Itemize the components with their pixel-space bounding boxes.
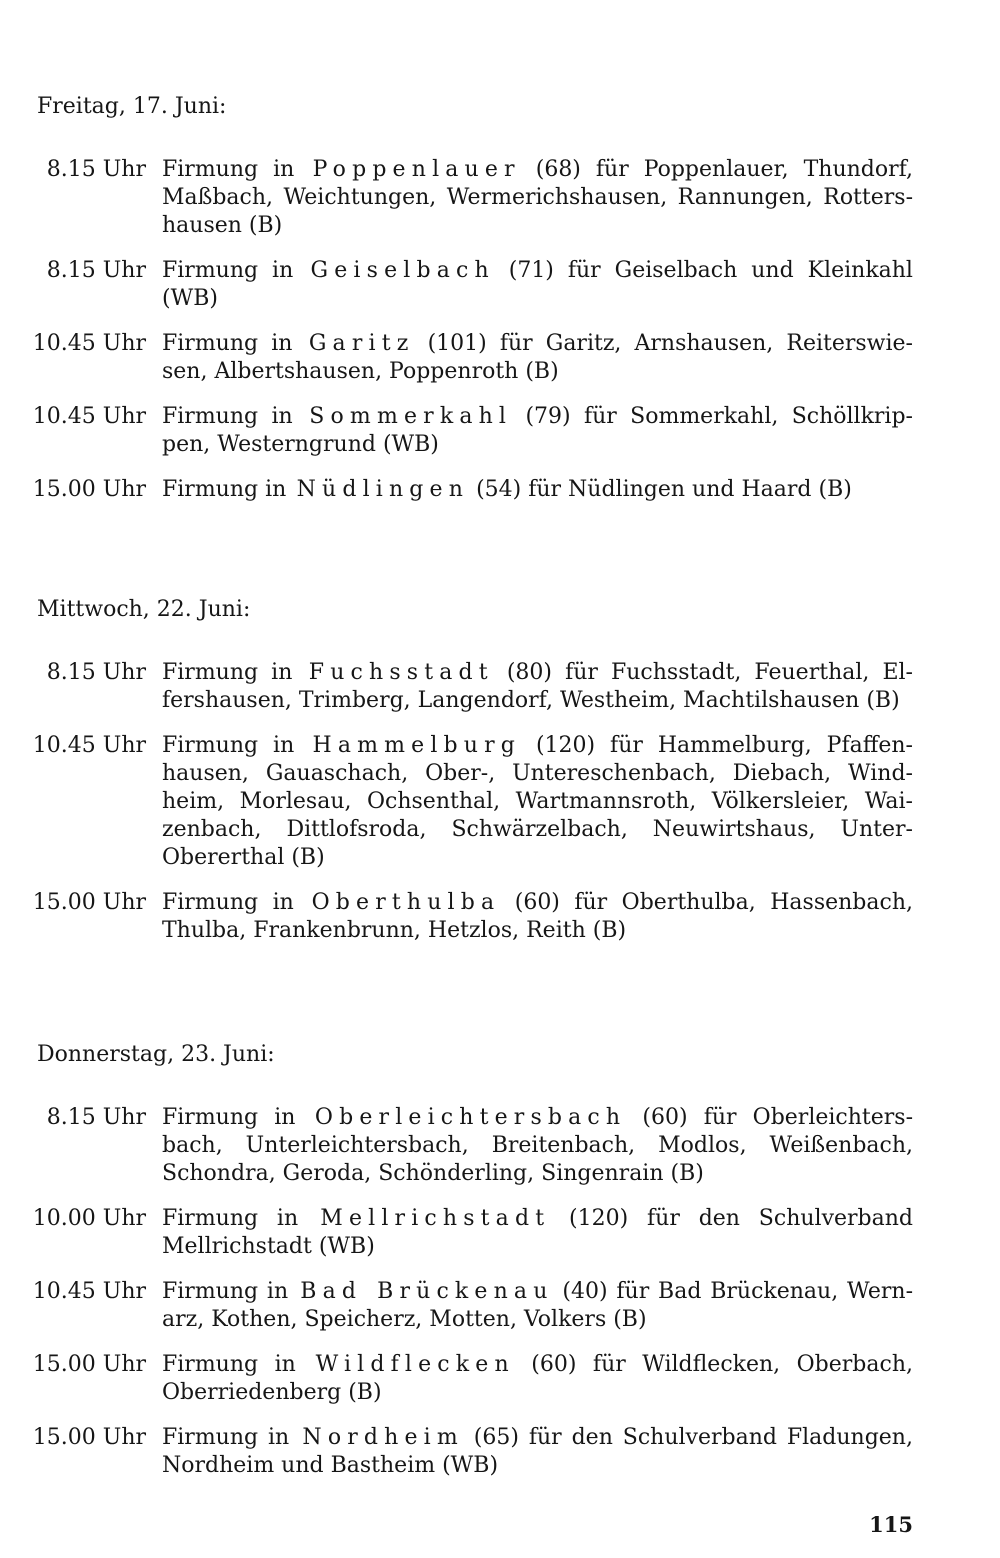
place-name: Oberleichtersbach	[314, 1105, 627, 1130]
entry-line: zenbach, Dittlofsroda, Schwärzelbach, Neuwirtshaus, Unter-	[162, 817, 913, 842]
schedule-entry	[0, 330, 1000, 386]
entry-list	[0, 156, 1000, 504]
entry-time: 8.15 Uhr	[46, 660, 146, 685]
entry-line	[162, 156, 913, 184]
schedule-entry	[0, 1424, 1000, 1480]
place-name: Sommerkahl	[309, 404, 513, 429]
entry-line: hausen (B)	[162, 213, 283, 238]
entry-line	[162, 1104, 913, 1132]
entry-time: 10.00 Uhr	[32, 1206, 146, 1231]
entry-text	[162, 330, 913, 386]
entry-lead: Firmung in	[162, 660, 293, 685]
entry-text	[162, 156, 913, 240]
day-heading: Mittwoch, 22. Juni:	[37, 597, 251, 622]
entry-time: 10.45 Uhr	[32, 733, 146, 758]
entry-time: 8.15 Uhr	[46, 258, 146, 283]
entry-line	[162, 889, 913, 917]
entry-line	[162, 1351, 913, 1379]
place-name: Mellrichstadt	[320, 1206, 551, 1231]
place-name: Wildflecken	[315, 1352, 515, 1377]
entry-text	[162, 732, 913, 872]
entry-line: Obererthal (B)	[162, 845, 325, 870]
entry-line	[162, 1424, 913, 1452]
entry-time: 15.00 Uhr	[32, 1425, 146, 1450]
entry-time: 15.00 Uhr	[32, 1352, 146, 1377]
entry-details: (79) für Sommerkahl, Schöllkrip-	[525, 404, 913, 429]
entry-details: (65) für den Schulverband Fladungen,	[473, 1425, 913, 1450]
place-name: Fuchsstadt	[308, 660, 494, 685]
entry-lead: Firmung in	[162, 890, 294, 915]
entry-line: fershausen, Trimberg, Langendorf, Westheim, Machtilshausen (B)	[162, 688, 900, 713]
schedule-entry	[0, 732, 1000, 872]
place-name: Garitz	[308, 331, 415, 356]
day-heading: Donnerstag, 23. Juni:	[37, 1042, 275, 1067]
entry-line: Schondra, Geroda, Schönderling, Singenrain (B)	[162, 1161, 704, 1186]
day-section	[0, 93, 1000, 504]
place-name: Bad Brückenau	[300, 1279, 554, 1304]
entry-line: heim, Morlesau, Ochsenthal, Wartmannsroth, Völkersleier, Wai-	[162, 789, 913, 814]
entry-lead: Firmung in	[162, 1279, 289, 1304]
entry-text	[162, 1278, 913, 1334]
entry-lead: Firmung in	[162, 1206, 299, 1231]
schedule-entry	[0, 889, 1000, 945]
entry-details: (60) für Oberleichters-	[642, 1105, 914, 1130]
entry-details: (54) für Nüdlingen und Haard (B)	[476, 477, 852, 502]
entry-text	[162, 476, 913, 504]
place-name: Poppenlauer	[312, 157, 521, 182]
schedule-entry	[0, 659, 1000, 715]
entry-line: Nordheim und Bastheim (WB)	[162, 1453, 499, 1478]
entry-list	[0, 1104, 1000, 1480]
entry-line: (WB)	[162, 286, 218, 311]
entry-time: 15.00 Uhr	[32, 890, 146, 915]
entry-time: 8.15 Uhr	[46, 1105, 146, 1130]
entry-text	[162, 403, 913, 459]
entry-line	[162, 476, 913, 504]
place-name: Geiselbach	[310, 258, 495, 283]
schedule-entry	[0, 403, 1000, 459]
entry-line	[162, 732, 913, 760]
entry-lead: Firmung in	[162, 733, 295, 758]
entry-details: (120) für den Schulverband	[569, 1206, 913, 1231]
entry-lead: Firmung in	[162, 404, 293, 429]
entry-text	[162, 1351, 913, 1407]
entry-details: (120) für Hammelburg, Pfaffen-	[535, 733, 913, 758]
day-section	[0, 1041, 1000, 1480]
entry-line	[162, 1278, 913, 1306]
entry-details: (40) für Bad Brückenau, Wern-	[562, 1279, 913, 1304]
entry-time: 10.45 Uhr	[32, 1279, 146, 1304]
entry-lead: Firmung in	[162, 331, 293, 356]
entry-lead: Firmung in	[162, 477, 287, 502]
entry-line	[162, 403, 913, 431]
schedule-entry	[0, 257, 1000, 313]
entry-text	[162, 1104, 913, 1188]
entry-line	[162, 257, 913, 285]
place-name: Nordheim	[302, 1425, 464, 1450]
schedule-entry	[0, 156, 1000, 240]
entry-details: (60) für Wildflecken, Oberbach,	[531, 1352, 913, 1377]
entry-list	[0, 659, 1000, 945]
schedule-entry	[0, 1205, 1000, 1261]
entry-time: 15.00 Uhr	[32, 477, 146, 502]
entry-text	[162, 659, 913, 715]
entry-lead: Firmung in	[162, 1352, 296, 1377]
entry-line: hausen, Gauaschach, Ober-, Untereschenbach, Diebach, Wind-	[162, 761, 913, 786]
schedule-entry	[0, 1351, 1000, 1407]
entry-line: arz, Kothen, Speicherz, Motten, Volkers (B)	[162, 1307, 647, 1332]
entry-lead: Firmung in	[162, 258, 294, 283]
entry-lead: Firmung in	[162, 157, 295, 182]
entry-details: (68) für Poppenlauer, Thundorf,	[535, 157, 913, 182]
entry-time: 10.45 Uhr	[32, 404, 146, 429]
entry-details: (101) für Garitz, Arnshausen, Reiterswie-	[427, 331, 913, 356]
place-name: Nüdlingen	[296, 477, 470, 502]
entry-text	[162, 1424, 913, 1480]
entry-line	[162, 659, 913, 687]
entry-text	[162, 889, 913, 945]
schedule-entry	[0, 1104, 1000, 1188]
entry-line: Mellrichstadt (WB)	[162, 1234, 375, 1259]
schedule-entry	[0, 476, 1000, 504]
entry-line: Maßbach, Weichtungen, Wermerichshausen, Rannungen, Rotters-	[162, 185, 913, 210]
entry-text	[162, 257, 913, 313]
day-section	[0, 596, 1000, 945]
entry-text	[162, 1205, 913, 1261]
schedule-entry	[0, 1278, 1000, 1334]
entry-time: 8.15 Uhr	[46, 157, 146, 182]
entry-line	[162, 1205, 913, 1233]
entry-time: 10.45 Uhr	[32, 331, 146, 356]
entry-line: Oberriedenberg (B)	[162, 1380, 382, 1405]
place-name: Hammelburg	[312, 733, 522, 758]
entry-line: Thulba, Frankenbrunn, Hetzlos, Reith (B)	[162, 918, 627, 943]
entry-details: (80) für Fuchsstadt, Feuerthal, El-	[506, 660, 913, 685]
entry-details: (71) für Geiselbach und Kleinkahl	[508, 258, 913, 283]
entry-details: (60) für Oberthulba, Hassenbach,	[514, 890, 913, 915]
place-name: Oberthulba	[311, 890, 501, 915]
entry-lead: Firmung in	[162, 1105, 296, 1130]
entry-line	[162, 330, 913, 358]
page-number: 115	[869, 1512, 913, 1537]
entry-line: pen, Westerngrund (WB)	[162, 432, 439, 457]
entry-line: sen, Albertshausen, Poppenroth (B)	[162, 359, 559, 384]
entry-lead: Firmung in	[162, 1425, 290, 1450]
day-heading: Freitag, 17. Juni:	[37, 94, 227, 119]
entry-line: bach, Unterleichtersbach, Breitenbach, Modlos, Weißenbach,	[162, 1133, 913, 1158]
